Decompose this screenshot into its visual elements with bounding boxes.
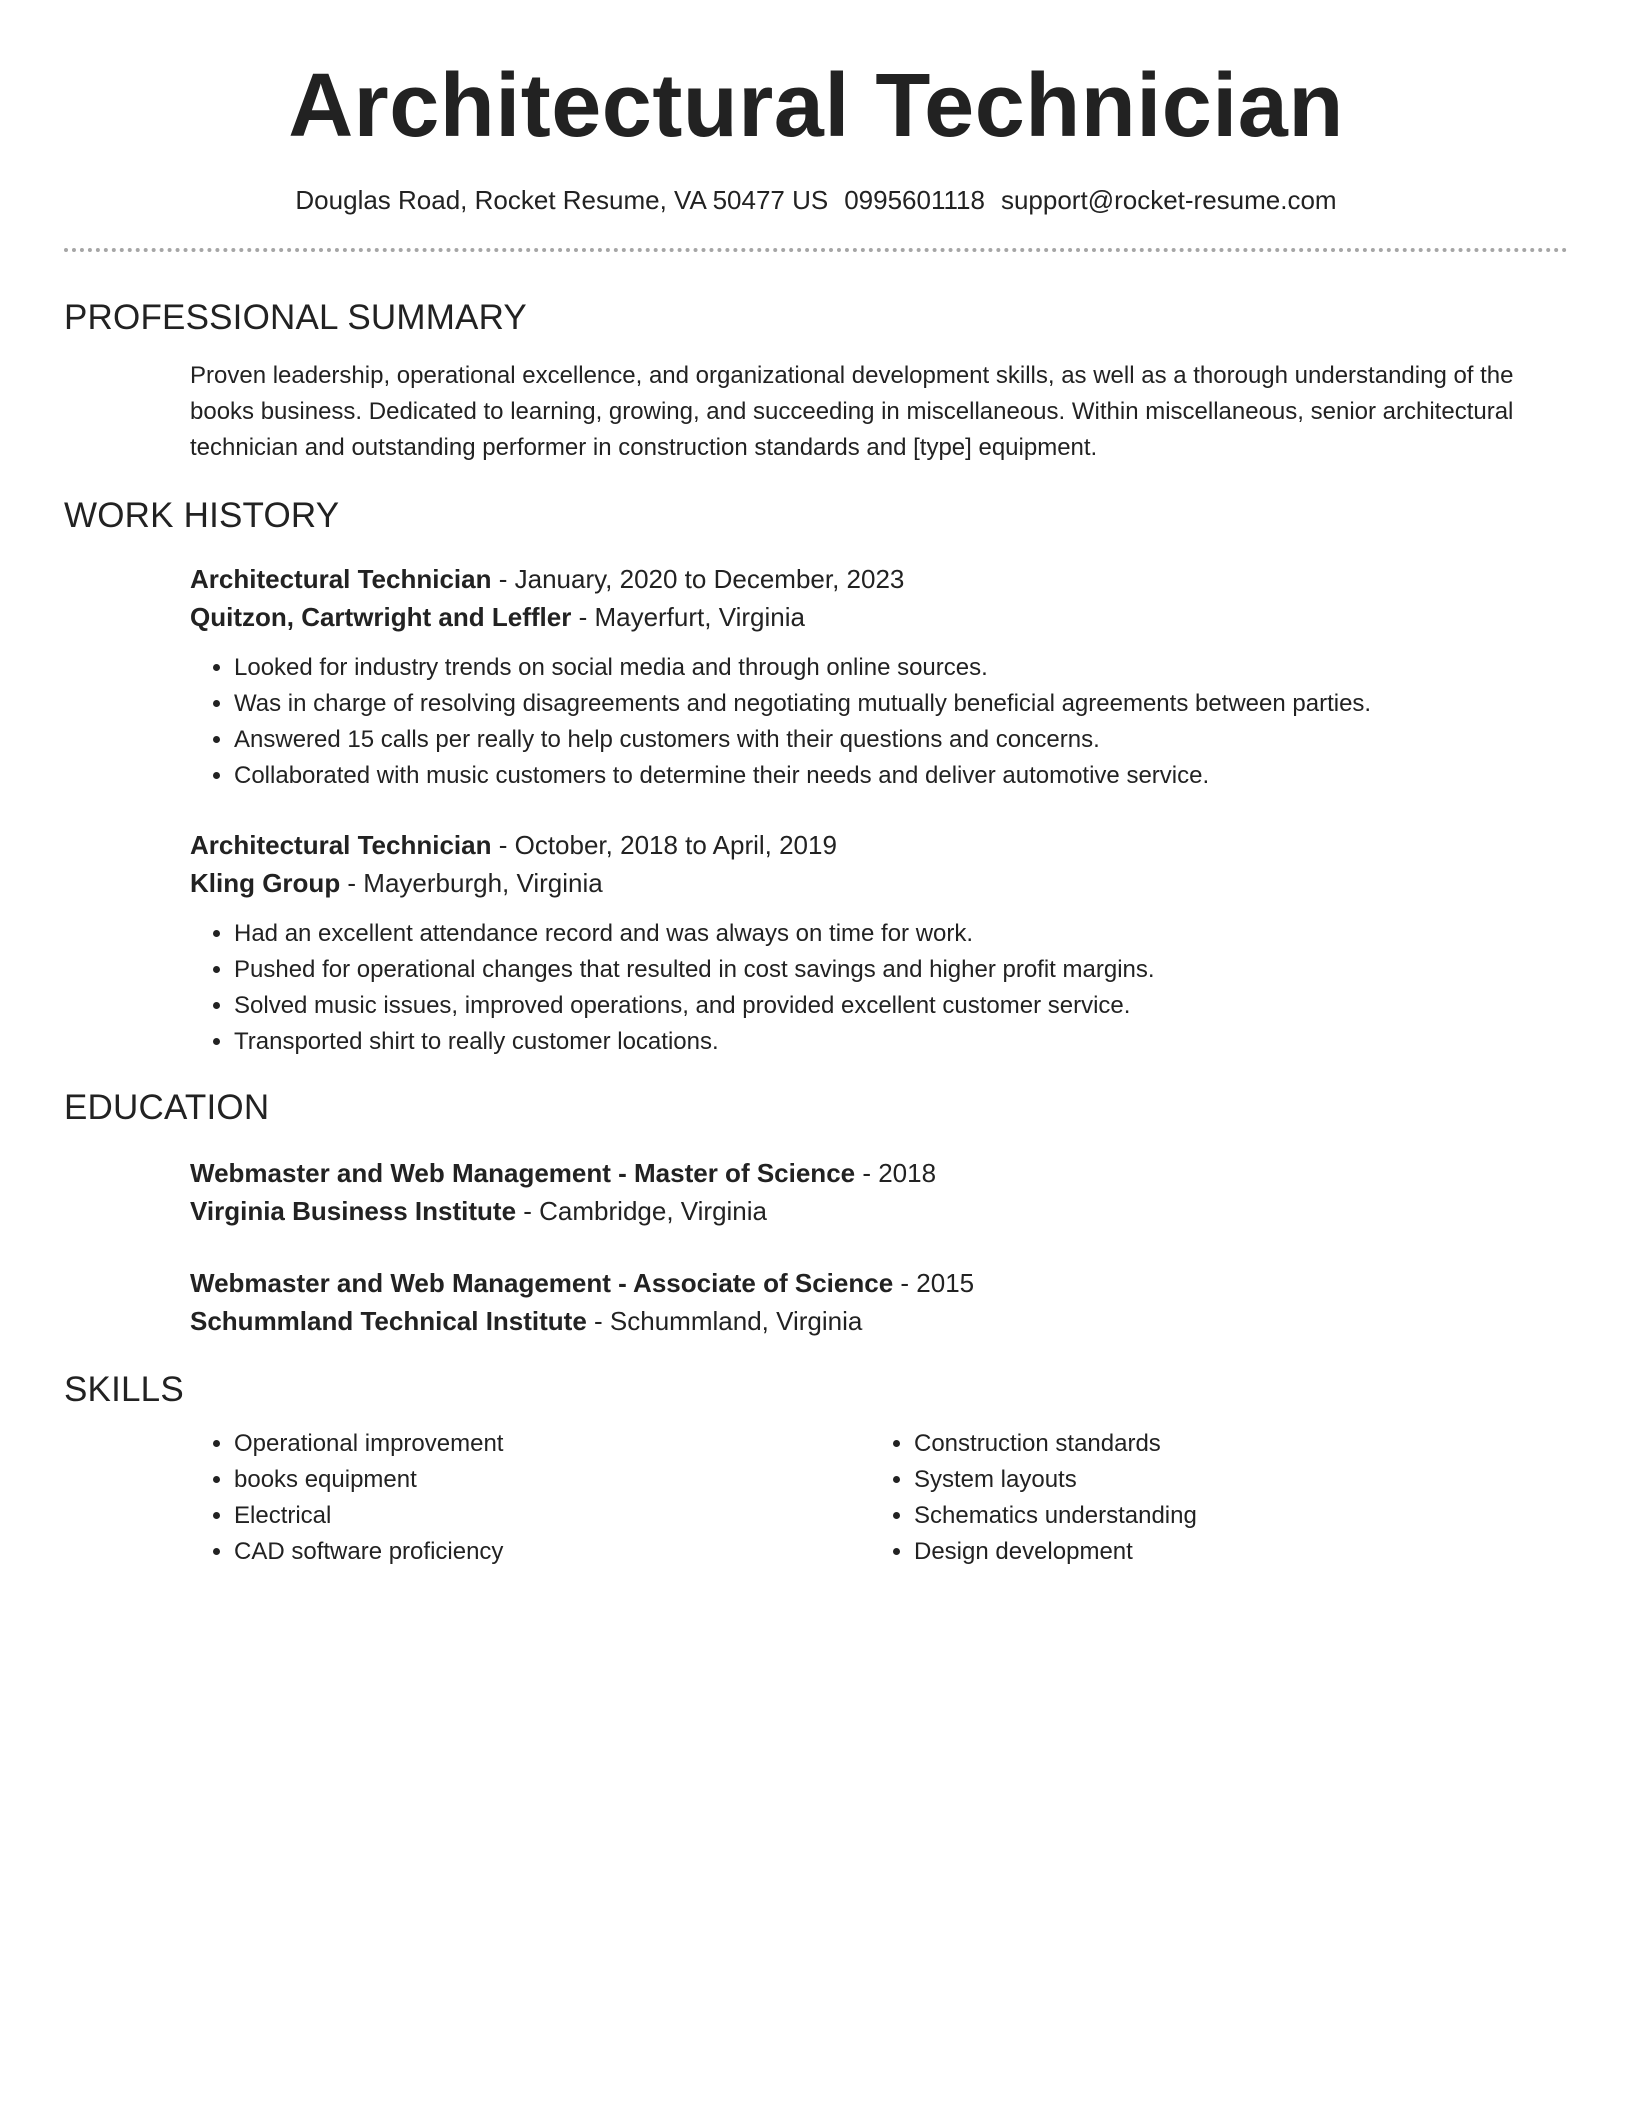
skills-section: [190, 1426, 1568, 1570]
job-bullets: [190, 650, 1568, 794]
job-dates: - January, 2020 to December, 2023: [491, 564, 905, 594]
education-section: [190, 1154, 1568, 1340]
job-bullet: • Transported shirt to really customer locations.: [234, 1024, 1568, 1060]
contact-email: support@rocket-resume.com: [1000, 185, 1337, 215]
contact-phone: 0995601118: [844, 185, 985, 215]
job-company: Quitzon, Cartwright and Leffler: [190, 602, 572, 632]
job-bullet: • Pushed for operational changes that resulted in cost savings and higher profit margins.: [234, 952, 1568, 988]
job-employer: [190, 598, 1568, 636]
job-location: - Mayerburgh, Virginia: [340, 868, 603, 898]
skill-item: • Construction standards: [914, 1426, 1550, 1462]
job-bullet: • Collaborated with music customers to determine their needs and deliver automotive service.: [234, 758, 1568, 794]
job-bullets: [190, 916, 1568, 1060]
education-heading: [190, 1264, 1568, 1302]
education-location: - Cambridge, Virginia: [516, 1196, 768, 1226]
job-bullet: • Solved music issues, improved operations, and provided excellent customer service.: [234, 988, 1568, 1024]
education-year: - 2015: [893, 1268, 975, 1298]
education-school: Schummland Technical Institute: [190, 1306, 587, 1336]
job-dates: - October, 2018 to April, 2019: [491, 830, 837, 860]
skills-list: [190, 1426, 870, 1570]
education-degree: Webmaster and Web Management - Master of Science: [190, 1158, 856, 1188]
job-bullet: • Had an excellent attendance record and was always on time for work.: [234, 916, 1568, 952]
section-title-education: EDUCATION: [64, 1088, 270, 1127]
contact-address: Douglas Road, Rocket Resume, VA 50477 US: [295, 185, 829, 215]
job-role: Architectural Technician: [190, 564, 492, 594]
section-title-work: WORK HISTORY: [64, 496, 340, 535]
job-location: - Mayerfurt, Virginia: [571, 602, 805, 632]
skill-item: • Operational improvement: [234, 1426, 870, 1462]
job-bullet: • Answered 15 calls per really to help customers with their questions and concerns.: [234, 722, 1568, 758]
section-title-skills: SKILLS: [64, 1370, 184, 1409]
education-school: Virginia Business Institute: [190, 1196, 517, 1226]
job-employer: [190, 864, 1568, 902]
contact-line: [64, 184, 1568, 216]
job-company: Kling Group: [190, 868, 341, 898]
job-heading: [190, 560, 1568, 598]
summary-section: [190, 358, 1568, 466]
education-heading: [190, 1154, 1568, 1192]
skill-item: • books equipment: [234, 1462, 870, 1498]
skill-item: • Schematics understanding: [914, 1498, 1550, 1534]
section-title-summary: PROFESSIONAL SUMMARY: [64, 298, 527, 337]
job-bullet: • Looked for industry trends on social media and through online sources.: [234, 650, 1568, 686]
education-school-line: [190, 1192, 1568, 1230]
skills-column-left: [190, 1426, 870, 1570]
job-bullet: • Was in charge of resolving disagreements and negotiating mutually beneficial agreements between parties.: [234, 686, 1568, 722]
skills-column-right: [870, 1426, 1550, 1570]
education-degree: Webmaster and Web Management - Associate of Science: [190, 1268, 894, 1298]
education-school-line: [190, 1302, 1568, 1340]
work-section: [190, 560, 1568, 1060]
skill-item: • Electrical: [234, 1498, 870, 1534]
education-location: - Schummland, Virginia: [586, 1306, 863, 1336]
skill-item: • CAD software proficiency: [234, 1534, 870, 1570]
header-divider: [64, 248, 1568, 252]
education-year: - 2018: [855, 1158, 937, 1188]
job-role: Architectural Technician: [190, 830, 492, 860]
resume-name: Architectural Technician: [288, 56, 1344, 156]
skill-item: • Design development: [914, 1534, 1550, 1570]
skill-item: • System layouts: [914, 1462, 1550, 1498]
summary-text: Proven leadership, operational excellence, and organizational development skills, as well as a thorough understanding of the books business. Dedicated to learning, growing, and succeeding in miscellaneous. Within miscellaneous, senior architectural technician and outstanding performer in construction standards and [type] equipment.: [190, 362, 1514, 461]
job-heading: [190, 826, 1568, 864]
skills-list: [870, 1426, 1550, 1570]
